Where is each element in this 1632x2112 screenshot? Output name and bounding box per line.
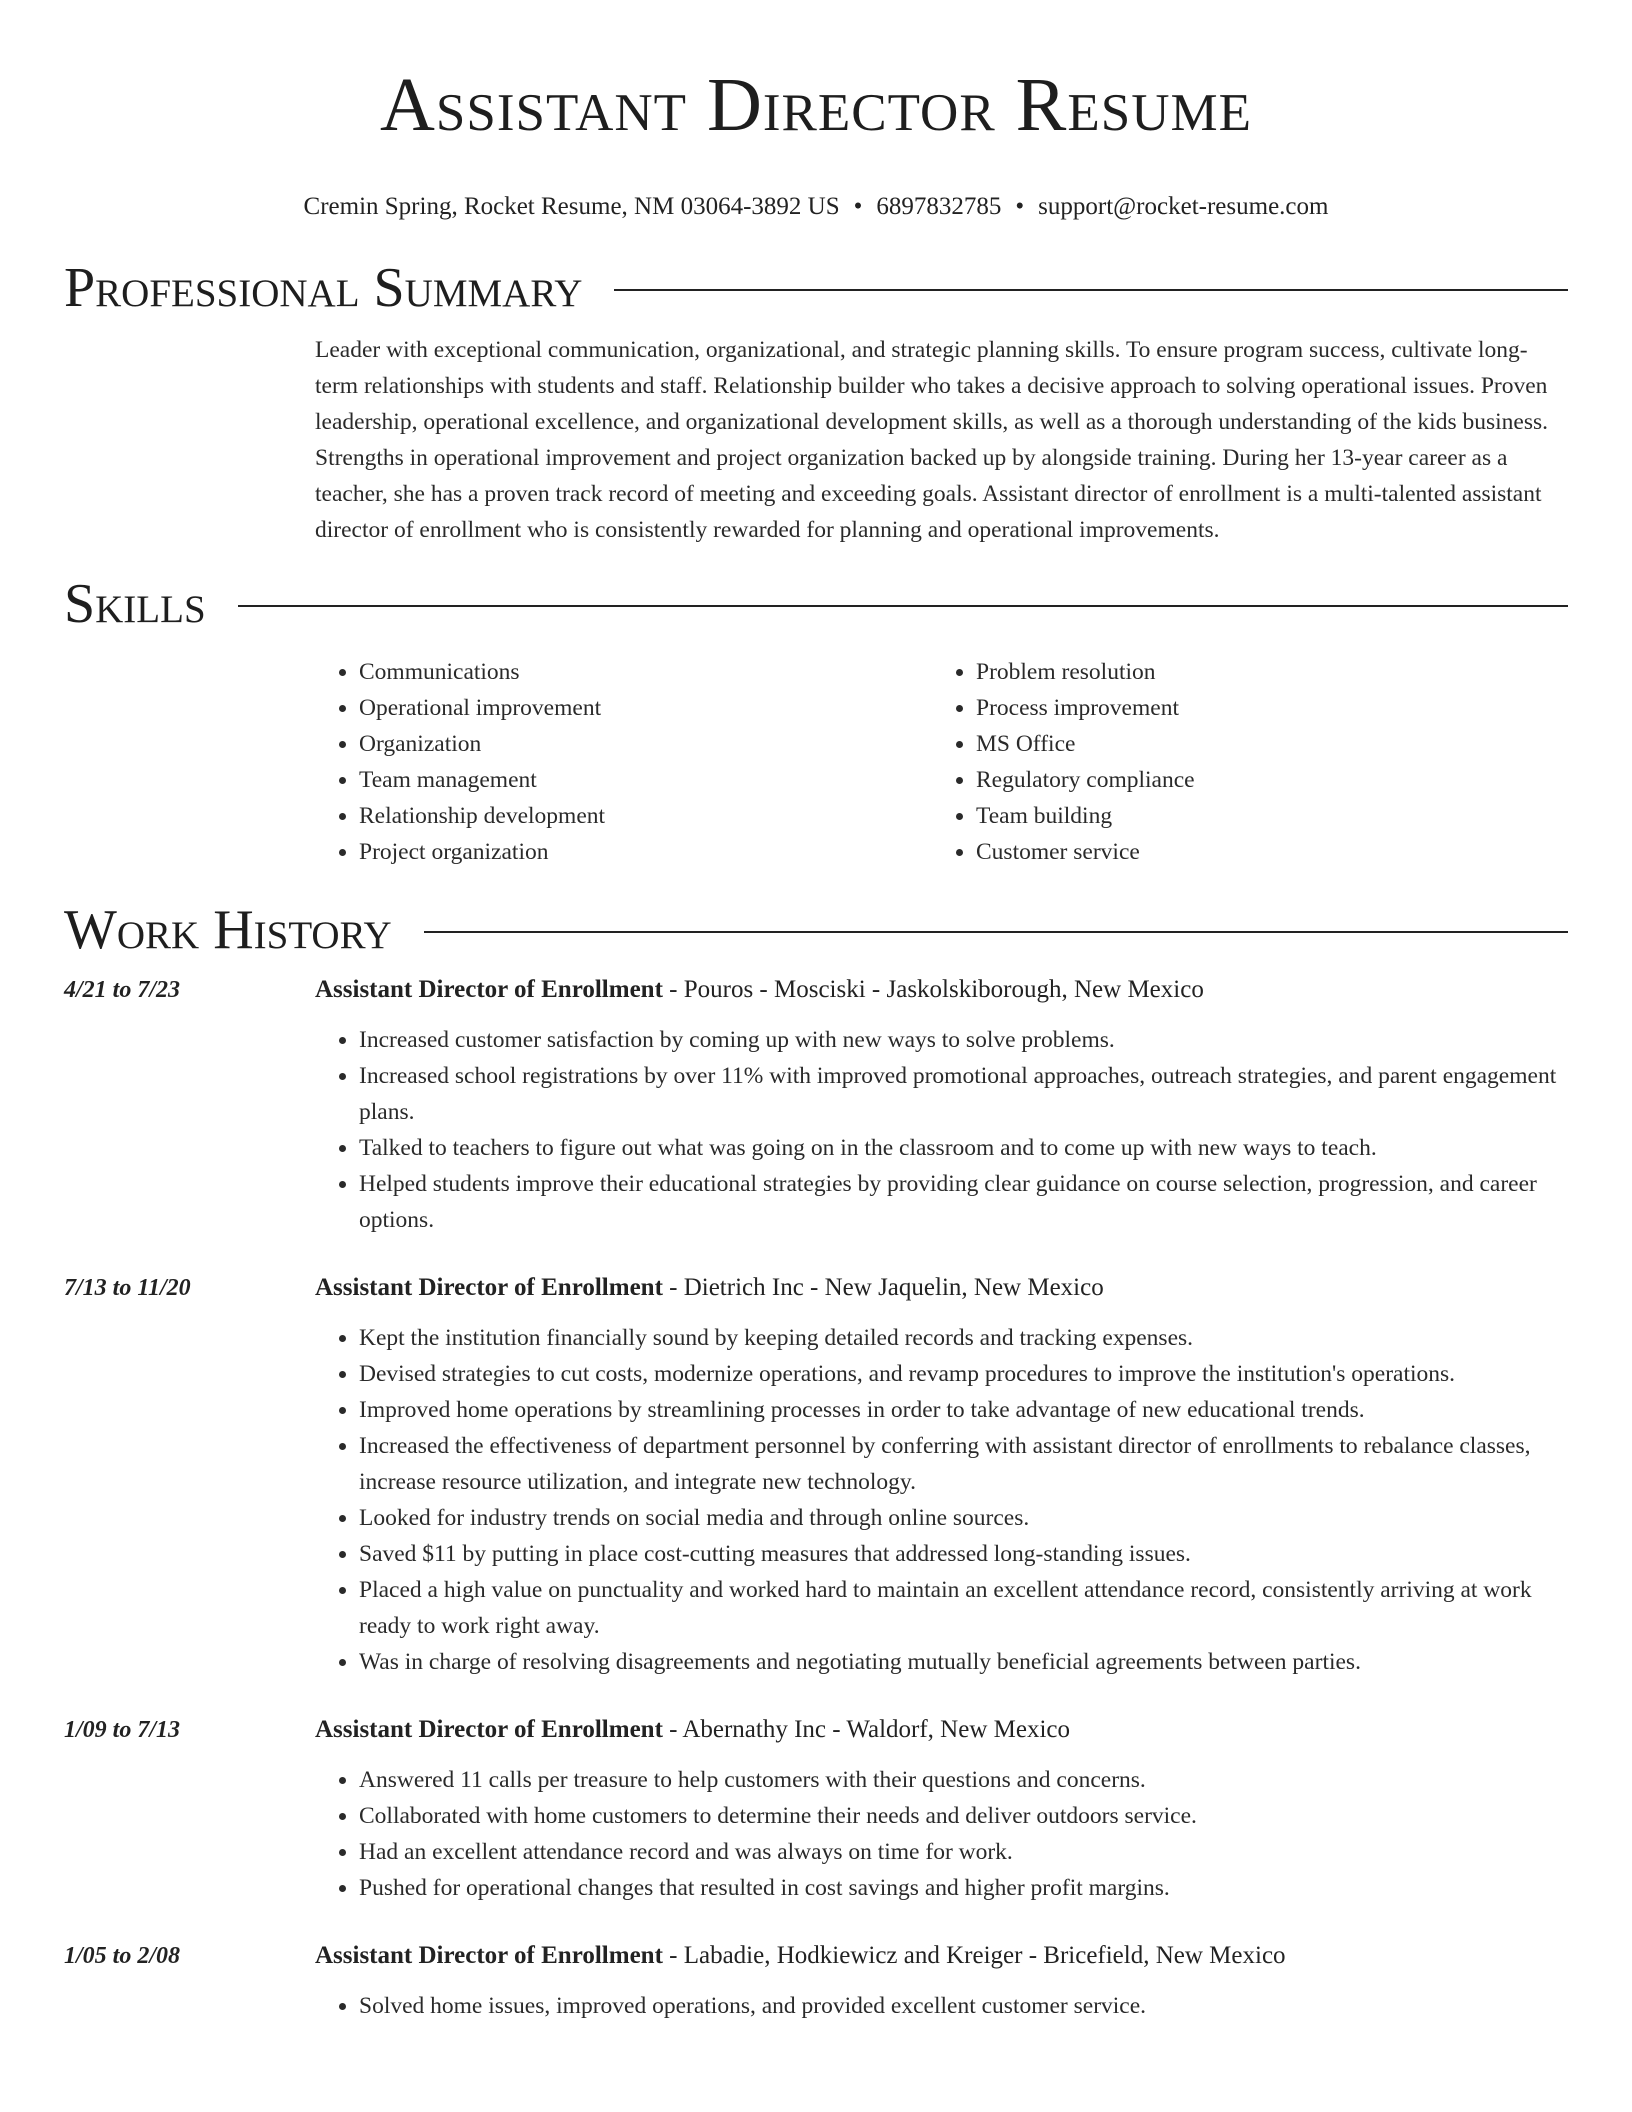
skill-item: • Team management [359, 762, 932, 798]
skills-column-right [932, 654, 1549, 870]
skill-item: • Regulatory compliance [976, 762, 1549, 798]
skill-item: • Problem resolution [976, 654, 1549, 690]
job-date: 4/21 to 7/23 [64, 977, 181, 1003]
job-employer: - Dietrich Inc - New Jaquelin, New Mexico [662, 1274, 1104, 1301]
skill-item: • Customer service [976, 834, 1549, 870]
job-bullet: • Solved home issues, improved operations, and provided excellent customer service. [359, 1988, 1568, 2024]
contact-separator: • [853, 193, 863, 220]
job-date: 7/13 to 11/20 [64, 1275, 191, 1301]
job-bullet: • Answered 11 calls per treasure to help customers with their questions and concerns. [359, 1762, 1568, 1798]
job-bullet: • Increased school registrations by over 11% with improved promotional approaches, outreach strategies, and parent engagement plans. [359, 1058, 1568, 1130]
job-bullet: • Kept the institution financially sound by keeping detailed records and tracking expenses. [359, 1320, 1568, 1356]
job-bullet: • Saved $11 by putting in place cost-cutting measures that addressed long-standing issues. [359, 1536, 1568, 1572]
contact-separator: • [1015, 193, 1025, 220]
job-date: 1/09 to 7/13 [64, 1717, 181, 1743]
job-bullets [315, 1988, 1568, 2024]
job-employer: - Abernathy Inc - Waldorf, New Mexico [662, 1716, 1071, 1743]
job-bullet: • Collaborated with home customers to determine their needs and deliver outdoors service. [359, 1798, 1568, 1834]
job-bullets [315, 1022, 1568, 1238]
summary-body [315, 332, 1568, 548]
job-bullet: • Increased customer satisfaction by coming up with new ways to solve problems. [359, 1022, 1568, 1058]
contact-line [64, 192, 1568, 222]
skills-section-header [64, 572, 1568, 636]
job-bullets [315, 1320, 1568, 1680]
job-details [315, 1270, 1568, 1680]
skills-list [315, 654, 1568, 870]
job-title: Assistant Director of Enrollment [315, 1942, 663, 1969]
contact-phone: 6897832785 [876, 193, 1002, 220]
skills-heading: Skills [64, 573, 206, 635]
skill-item: • Operational improvement [359, 690, 932, 726]
job-details [315, 1712, 1568, 1906]
job-bullet: • Pushed for operational changes that resulted in cost savings and higher profit margins. [359, 1870, 1568, 1906]
skill-item: • Project organization [359, 834, 932, 870]
job-details [315, 972, 1568, 1238]
job-bullet: • Was in charge of resolving disagreements and negotiating mutually beneficial agreements between parties. [359, 1644, 1568, 1680]
job-bullet: • Increased the effectiveness of department personnel by conferring with assistant director of enrollments to rebalance classes, increase resource utilization, and integrate new technology. [359, 1428, 1568, 1500]
job-entry [64, 1938, 1568, 2024]
job-bullet: • Had an excellent attendance record and was always on time for work. [359, 1834, 1568, 1870]
job-entry [64, 972, 1568, 1238]
job-header [315, 1270, 1568, 1306]
skills-column-left [315, 654, 932, 870]
contact-address: Cremin Spring, Rocket Resume, NM 03064-3892 US [303, 193, 840, 220]
summary-text: Leader with exceptional communication, organizational, and strategic planning skills. To ensure program success, cultivate long-term relationships with students and staff. Relationship builder who takes a decisive approach to solving operational issues. Proven leadership, operational excellence, and organizational development skills, as well as a thorough understanding of the kids business. Strengths in operational improvement and project organization backed up by alongside training. During her 13-year career as a teacher, she has a proven track record of meeting and exceeding goals. Assistant director of enrollment is a multi-talented assistant director of enrollment who is consistently rewarded for planning and operational improvements. [315, 337, 1548, 543]
job-date: 1/05 to 2/08 [64, 1943, 181, 1969]
job-details [315, 1938, 1568, 2024]
job-header [315, 1938, 1568, 1974]
section-divider [614, 289, 1568, 291]
work-heading: Work History [64, 899, 392, 961]
skill-item: • Relationship development [359, 798, 932, 834]
job-header [315, 972, 1568, 1008]
job-entry [64, 1270, 1568, 1680]
job-bullet: • Placed a high value on punctuality and worked hard to maintain an excellent attendance record, consistently arriving at work ready to work right away. [359, 1572, 1568, 1644]
summary-section-header [64, 256, 1568, 320]
resume-page [64, 0, 1568, 2024]
summary-heading: Professional Summary [64, 257, 583, 319]
resume-title: Assistant Director Resume [380, 63, 1252, 147]
section-divider [238, 605, 1568, 607]
job-employer: - Pouros - Mosciski - Jaskolskiborough, New Mexico [662, 976, 1204, 1003]
job-employer: - Labadie, Hodkiewicz and Kreiger - Bricefield, New Mexico [662, 1942, 1286, 1969]
skill-item: • MS Office [976, 726, 1549, 762]
section-divider [424, 931, 1568, 933]
contact-email: support@rocket-resume.com [1038, 193, 1329, 220]
job-bullet: • Helped students improve their educational strategies by providing clear guidance on course selection, progression, and career options. [359, 1166, 1568, 1238]
job-title: Assistant Director of Enrollment [315, 976, 663, 1003]
skill-item: • Team building [976, 798, 1549, 834]
job-title: Assistant Director of Enrollment [315, 1716, 663, 1743]
skill-item: • Organization [359, 726, 932, 762]
work-section-header [64, 898, 1568, 962]
job-bullet: • Looked for industry trends on social media and through online sources. [359, 1500, 1568, 1536]
job-entry [64, 1712, 1568, 1906]
job-bullet: • Devised strategies to cut costs, modernize operations, and revamp procedures to improve the institution's operations. [359, 1356, 1568, 1392]
skill-item: • Process improvement [976, 690, 1549, 726]
job-header [315, 1712, 1568, 1748]
job-bullets [315, 1762, 1568, 1906]
skill-item: • Communications [359, 654, 932, 690]
job-title: Assistant Director of Enrollment [315, 1274, 663, 1301]
job-bullet: • Talked to teachers to figure out what was going on in the classroom and to come up with new ways to teach. [359, 1130, 1568, 1166]
job-bullet: • Improved home operations by streamlining processes in order to take advantage of new educational trends. [359, 1392, 1568, 1428]
